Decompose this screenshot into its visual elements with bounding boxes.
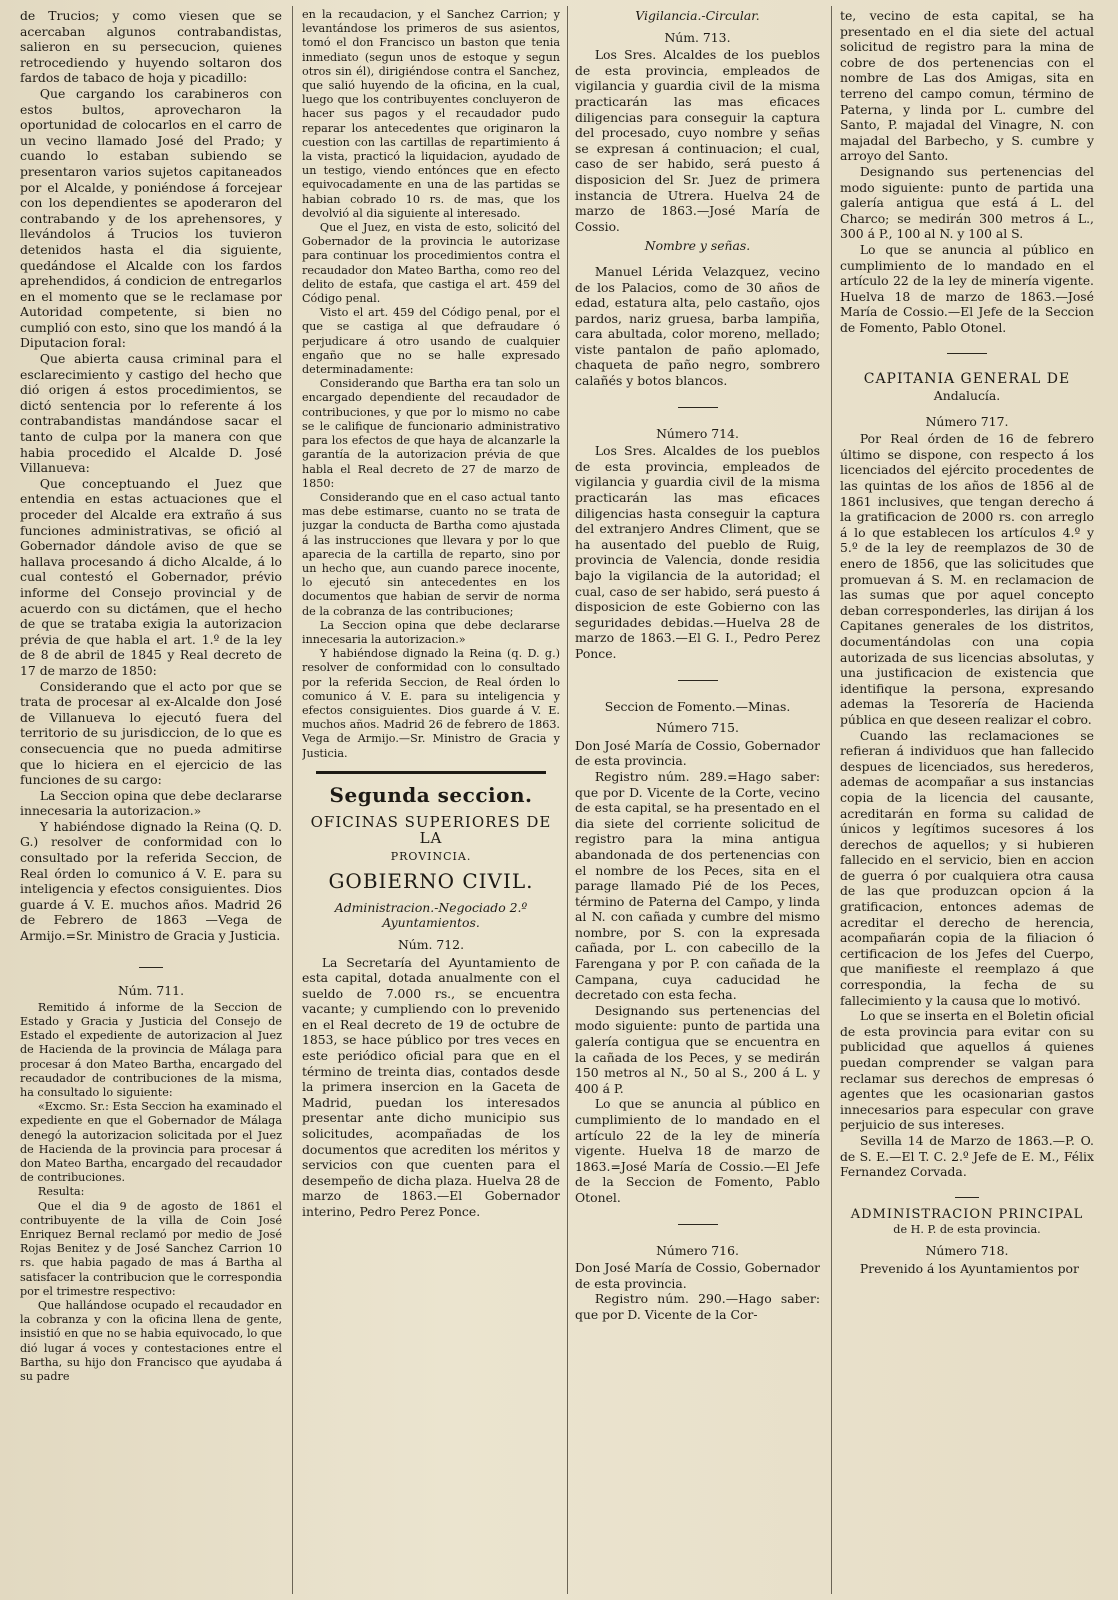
column-3 <box>575 8 820 1593</box>
paragraph: Lo que se anuncia al público en cumplimiento de lo mandado en el artículo 22 de la ley de minería vigente. Huelva 18 de marzo de 1863.=José María de Cossio.—El Jefe de la Seccion de Fomento, Pablo Otonel. <box>575 1096 820 1205</box>
paragraph: Y habiéndose dignado la Reina (Q. D. G.) resolver de conformidad con lo consultado por la referida Seccion, de Real órden lo comunico á V. E. para su inteligencia y efectos consiguientes. Dios guarde á V. E. muchos años. Madrid 26 de Febrero de 1863 —Vega de Armijo.=Sr. Ministro de Gracia y Justicia. <box>20 818 282 944</box>
separator-dash <box>840 1186 1094 1202</box>
paragraph: Designando sus pertenencias del modo siguiente: punto de partida una galería contigua que se encuentra en la cañada de los Peces, y se medirán 150 metros al N., 50 al S., 200 á L. y 400 á P. <box>575 1002 820 1096</box>
section-subheading: de H. P. de esta provincia. <box>893 1222 1041 1236</box>
section-heading: Seccion de Fomento.—Minas. <box>604 698 791 714</box>
article-number: Número 714. <box>656 425 739 441</box>
section-heading: CAPITANIA GENERAL DE <box>863 371 1071 388</box>
paragraph: Sevilla 14 de Marzo de 1863.—P. O. de S. E.—El T. C. 2.º Jefe de E. M., Félix Fernandez Corvada. <box>840 1132 1094 1180</box>
paragraph: de Trucios; y como viesen que se acercaban algunos contrabandistas, salieron en su persecucion, quienes retrocediendo y huyendo soltaron dos fardos de tabaco de hoja y picadillo: <box>20 8 282 86</box>
paragraph: en la recaudacion, y el Sanchez Carrion; y levantándose los primeros de sus asientos, tomó el don Francisco un baston que tenia inmediato (segun unos de estoque y segun otros sin él), dirigiéndose contra el Sanchez, que salió huyendo de la oficina, en la cual, luego que los contribuyentes concluyeron de hacer sus pagos y el recaudador pudo reparar los antecedentes que originaron la cuestion con las cartillas de repartimiento á la vista, practicó la liquidacion, ayudado de un testigo, viendo entónces que en efecto equivocadamente en una de las partidas se habian cobrado 10 rs. de mas, que los devolvió al dia siguiente al interesado. <box>302 8 560 220</box>
paragraph: Designando sus pertenencias del modo siguiente: punto de partida una galería antigua que está á L. del Charco; se medirán 300 metros á L., 300 á P., 100 al N. y 100 al S. <box>840 163 1094 242</box>
department-subheading: Ayuntamientos. <box>382 915 480 931</box>
column-rule <box>567 6 568 1594</box>
separator-dash <box>678 680 718 681</box>
article-number: Núm. 713. <box>664 29 731 45</box>
paragraph: Que cargando los carabineros con estos bultos, aprovecharon la oportunidad de colocarlos en el carro de un vecino llamado José del Prado; y cuando lo estaban subiendo se presentaron varios sujetos capitaneados por el Alcalde, y poniéndose á forcejear con los dependientes se apoderaron del contrabando y de los aprehensores, y llevándolos á Trucios los tuvieron detenidos hasta el dia siguiente, quedándose el Alcalde con los fardos aprehendidos, á condicion de entregarlos en el momento que se le reclamase por Autoridad competente, si bien no cumplió con esto, sino que los mandó á la Diputacion foral: <box>20 85 282 351</box>
paragraph: La Seccion opina que debe declararse innecesaria la autorizacion.» <box>302 618 560 646</box>
article-number: Número 716. <box>656 1242 739 1258</box>
column-2 <box>302 8 560 1593</box>
paragraph: Y habiéndose dignado la Reina (q. D. g.) resolver de conformidad con lo consultado por la referida Seccion, de Real órden lo comunico á V. E. para su inteligencia y efectos consiguientes. Dios guarde á V. E. muchos años. Madrid 26 de febrero de 1863. Vega de Armijo.—Sr. Ministro de Gracia y Justicia. <box>302 647 560 760</box>
article-number: Núm. 711. <box>117 983 185 999</box>
paragraph: Don José María de Cossio, Gobernador de esta provincia. <box>575 1260 820 1291</box>
paragraph: Visto el art. 459 del Código penal, por el que se castiga al que defraudare ó perjudicare á otro usando de cualquier engaño que no se halle expresado determinadamente: <box>302 306 560 377</box>
paragraph: Lo que se inserta en el Boletin oficial de esta provincia para evitar con su publicidad que aquellos á quienes puedan comprender se valgan para reclamar sus derechos de empresas ó agentes que les ocasionarian gastos innecesarios para especular con grave perjuicio de sus intereses. <box>840 1008 1094 1133</box>
paragraph: La Seccion opina que debe declararse innecesaria la autorizacion.» <box>20 787 282 819</box>
article-number: Núm. 712. <box>397 936 465 952</box>
government-heading: GOBIERNO CIVIL. <box>328 869 534 894</box>
paragraph: Los Sres. Alcaldes de los pueblos de esta provincia, empleados de vigilancia y guardia civil de la misma practicarán las mas eficaces diligencias para conseguir la captura del procesado, cuyo nombre y señas se expresan á continuacion; el cual, caso de ser habido, será puesto á disposicion del Sr. Juez de primera instancia de Utrera. Huelva 24 de marzo de 1863.—José María de Cossio. <box>575 47 820 234</box>
section-heading: Vigilancia.-Circular. <box>635 8 760 23</box>
paragraph: Cuando las reclamaciones se refieran á individuos que han fallecido despues de licenciados, sus herederos, ademas de acompañar a sus instancias copia de la licencia del causante, acreditarán en forma su calidad de únicos y legítimos sucesores á los derechos de aquellos; y si hubieren fallecido en el servicio, bien en accion de guerra ó por cualquiera otra causa de las que produzcan opcion á la gratificacion, entonces ademas de acreditar el derecho de herencia, acompañarán copia de la filiacion ó certificacion de los Jefes del Cuerpo, que manifieste el reemplazo á que correspondia, la fecha de su fallecimiento y la causa que lo motivó. <box>840 727 1094 1008</box>
column-rule <box>831 6 832 1594</box>
article-number: Número 718. <box>925 1243 1009 1259</box>
paragraph: Considerando que Bartha era tan solo un encargado dependiente del recaudador de contribuciones, y que por lo mismo no cabe se le califique de funcionario administrativo para los efectos de que haya de alcanzarle la garantía de la autorizacion prévia de que habla el Real decreto de 27 de marzo de 1850: <box>302 377 560 490</box>
paragraph: Lo que se anuncia al público en cumplimiento de lo mandado en el artículo 22 de la ley de minería vigente. Huelva 18 de marzo de 1863.—José María de Cossio.—El Jefe de la Seccion de Fomento, Pablo Otonel. <box>840 241 1094 335</box>
paragraph: Los Sres. Alcaldes de los pueblos de esta provincia, empleados de vigilancia y guardia civil de la misma practicarán las mas eficaces diligencias hasta conseguir la captura del extranjero Andres Climent, que se ha ausentado del pueblo de Ruig, provincia de Valencia, donde residia bajo la vigilancia de la autoridad; el cual, caso de ser habido, será puesto á disposicion de este Gobierno con las seguridades debidas.—Huelva 28 de marzo de 1863.—El G. I., Pedro Perez Ponce. <box>575 443 820 661</box>
section-heading: ADMINISTRACION PRINCIPAL <box>850 1207 1084 1223</box>
paragraph: te, vecino de esta capital, se ha presentado en el dia siete del actual solicitud de registro para la mina de cobre de dos pertenencias con el nombre de Las dos Amigas, sita en terreno del campo comun, término de Paterna, y linda por L. cumbre del Santo, P. majadal del Vinagre, N. con majadal del Barbecho, y S. cumbre y arroyo del Santo. <box>840 8 1094 164</box>
paragraph: Considerando que en el caso actual tanto mas debe estimarse, cuanto no se trata de juzgar la conducta de Bartha como ajustada á las instrucciones que llevara y por lo que aparecia de la cartilla de reparto, sino por un hecho que, aun cuando parece inocente, lo ejecutó sin antecedentes en los documentos que habian de servir de norma de la cobranza de las contribuciones; <box>302 490 560 618</box>
paragraph: Que el dia 9 de agosto de 1861 el contribuyente de la villa de Coin José Enriquez Bernal reclamó por medio de José Rojas Benitez y de José Sanchez Carrion 10 rs. que habia pagado de mas á Bartha al satisfacer la contribucion que le correspondia por el trimestre respectivo: <box>20 1199 282 1298</box>
office-subheading: PROVINCIA. <box>390 849 472 863</box>
paragraph: Que abierta causa criminal para el esclarecimiento y castigo del hecho que dió origen á estos procedimientos, se dictó sentencia por lo referente á los contrabandistas mandándose sacar el tanto de culpa por la manera con que habia procedido el Alcalde D. José Villanueva: <box>20 351 282 476</box>
section-title: Segunda seccion. <box>329 782 533 807</box>
paragraph: «Excmo. Sr.: Esta Seccion ha examinado el expediente en que el Gobernador de Málaga denegó la autorizacion solicitada por el Juez de Hacienda de la provincia para procesar á don Mateo Bartha, encargado del recaudador de contribuciones. <box>20 1100 282 1185</box>
paragraph: Que hallándose ocupado el recaudador en la cobranza y con la oficina llena de gente, insistió en que no se habia equivocado, lo que dió lugar á voces y contestaciones entre el Bartha, su hijo don Francisco que ayudaba á su padre <box>20 1299 282 1384</box>
paragraph: Que conceptuando el Juez que entendia en estas actuaciones que el proceder del Alcalde era extraño á sus funciones administrativas, se ofició al Gobernador dándole aviso de que se hallava procesando á dicho Alcalde, á lo cual contestó el Gobernador, prévio informe del Consejo provincial y de acuerdo con su dictámen, que el hecho de que se trataba exigia la autorizacion prévia de que habla el art. 1.º de la ley de 8 de abril de 1845 y Real decreto de 17 de marzo de 1850: <box>20 475 282 678</box>
section-subheading: Andalucía. <box>933 388 1001 404</box>
separator-dash <box>678 407 718 408</box>
paragraph: Registro núm. 290.—Hago saber: que por D. Vicente de la Cor- <box>575 1291 820 1322</box>
column-rule <box>292 6 293 1594</box>
paragraph: Prevenido á los Ayuntamientos por <box>859 1260 1079 1276</box>
paragraph: Considerando que el acto por que se trata de procesar al ex-Alcalde don José de Villanueva lo ejecutó fuera del territorio de su jurisdiccion, de lo que es consecuencia que no pueda admitirse que lo hiciera en el ejercicio de las funciones de su cargo: <box>20 678 282 788</box>
paragraph: Manuel Lérida Velazquez, vecino de los Palacios, como de 30 años de edad, estatura alta, pelo castaño, ojos pardos, nariz gruesa, barba lampiña, cara abultada, color moreno, mellado; viste pantalon de paño aplomado, chaqueta de paño negro, sombrero calañés y botos blancos. <box>575 263 820 389</box>
office-heading: OFICINAS SUPERIORES DE LA <box>310 813 552 847</box>
paragraph: Por Real órden de 16 de febrero último se dispone, con respecto á los licenciados del ejército procedentes de las quintas de los años de 1856 al de 1861 inclusives, que tengan derecho á la gratificacion de 2000 rs. con arreglo á lo que establecen los artículos 4.º y 5.º de la ley de reemplazos de 30 de enero de 1856, que las solicitudes que promuevan á S. M. en reclamacion de las sumas que por aquel concepto deban corresponderles, las dirijan á los Capitanes generales de los distritos, documentándolas con una copia autorizada de sus licencias absolutas, y una justificacion de existencia que identifique la persona, expresando ademas la Tesorería de Hacienda pública en que deseen realizar el cobro. <box>840 431 1094 727</box>
paragraph: Que el Juez, en vista de esto, solicitó del Gobernador de la provincia le autorizase para continuar los procedimientos contra el recaudador don Mateo Bartha, como reo del delito de estafa, que castiga el art. 459 del Código penal. <box>302 221 560 306</box>
article-number: Número 717. <box>925 413 1009 429</box>
paragraph: Resulta: <box>37 1185 85 1199</box>
separator-dash <box>678 1224 718 1225</box>
paragraph: La Secretaría del Ayuntamiento de esta capital, dotada anualmente con el sueldo de 7.000 rs., se encuentra vacante; y cumpliendo con lo prevenido en el Real decreto de 19 de octubre de 1853, se hace público por tres veces en este periódico oficial para que en el término de treinta dias, contados desde la primera insercion en la Gaceta de Madrid, puedan los interesados presentar ante dicho municipio sus solicitudes, acompañadas de los documentos que acrediten los méritos y servicios con que cuenten para el desempeño de dicha plaza. Huelva 28 de marzo de 1863.—El Gobernador interino, Pedro Perez Ponce. <box>302 954 560 1220</box>
paragraph: Don José María de Cossio, Gobernador de esta provincia. <box>575 737 820 769</box>
paragraph: Remitido á informe de la Seccion de Estado y Gracia y Justicia del Consejo de Estado el expediente de autorizacion al Juez de Hacienda de la provincia de Málaga para procesar á don Mateo Bartha, encargado del recaudador de contribuciones de la misma, ha consultado lo siguiente: <box>20 1000 282 1100</box>
column-1 <box>20 8 282 1593</box>
column-4 <box>840 8 1094 1593</box>
paragraph: Registro núm. 289.=Hago saber: que por D. Vicente de la Corte, vecino de esta capital, se ha presentado en el dia siete del corriente solicitud de registro para la mina antigua abandonada de dos pertenencias con el nombre de los Peces, sita en el parage llamado Pié de los Peces, término de Paterna del Campo, y linda al N. con cañada y cumbre del mismo nombre, por S. con la expresada cañada, por L. con cabecillo de la Farengana y por P. con cañada de la Campana, cuya caducidad he decretado con esta fecha. <box>575 768 820 1003</box>
article-number: Número 715. <box>656 720 739 736</box>
subheading: Nombre y señas. <box>644 238 751 254</box>
separator-dash <box>20 956 282 972</box>
section-rule <box>316 771 546 774</box>
department-heading: Administracion.-Negociado 2.º <box>334 899 528 915</box>
separator-dash <box>947 353 987 354</box>
